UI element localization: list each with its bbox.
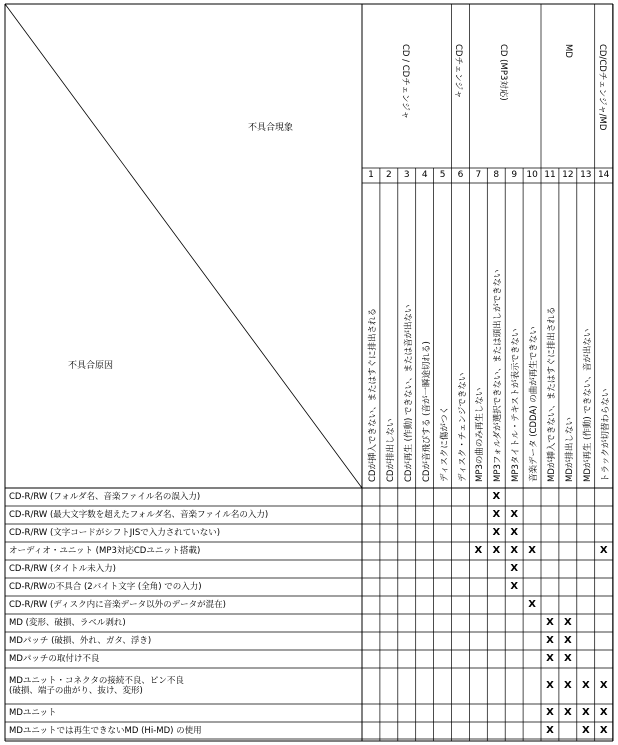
symptom-label: MDが排出しない xyxy=(564,417,575,482)
mark-cell: X xyxy=(564,653,572,664)
column-number: 4 xyxy=(421,170,428,180)
column-number: 2 xyxy=(386,170,392,180)
mark-cell: X xyxy=(546,617,554,628)
cause-label: CD-R/RWの不具合 (2バイト文字 (全角) での入力) xyxy=(9,582,202,592)
mark-cell: X xyxy=(510,545,519,556)
mark-cell: X xyxy=(599,724,608,736)
mark-cell: X xyxy=(546,707,554,718)
mark-cell: X xyxy=(546,680,554,691)
mark-cell: X xyxy=(564,707,572,718)
symptom-label: MDが挿入できない、またはすぐに排出される xyxy=(547,306,557,482)
symptom-label: CDが排出しない xyxy=(385,418,396,482)
symptom-label: CDが再生 (作動) できない、または音が出ない xyxy=(403,304,414,482)
column-number: 13 xyxy=(580,170,592,180)
mark-cell: X xyxy=(599,545,608,556)
cause-label: MDパッチ (破損、外れ、ガタ、浮き) xyxy=(9,636,152,646)
symptom-label: ディスクに傷がつく xyxy=(439,406,450,482)
column-number: 1 xyxy=(368,170,374,180)
column-number: 11 xyxy=(544,170,556,180)
mark-cell: X xyxy=(528,599,536,610)
cause-label: CD-R/RW (タイトル未入力) xyxy=(9,564,116,574)
mark-cell: X xyxy=(546,635,554,646)
symptom-label: CDが挿入できない、またはすぐに排出される xyxy=(368,308,378,482)
corner-label-cause: 不具合原因 xyxy=(68,361,114,371)
mark-cell: X xyxy=(564,680,572,691)
group-header: CDチェンジャ xyxy=(453,44,464,99)
cause-label: CD-R/RW (文字コードがシフトJISで入力されていない) xyxy=(9,528,221,538)
group-header: CD (MP3対応) xyxy=(498,44,509,101)
mark-cell: X xyxy=(510,581,519,592)
column-number: 8 xyxy=(493,170,500,180)
mark-cell: X xyxy=(564,617,572,628)
mark-cell: X xyxy=(546,653,554,664)
cause-label: CD-R/RW (ディスク内に音楽データ以外のデータが混在) xyxy=(9,600,226,610)
group-header: MD xyxy=(562,44,573,58)
mark-cell: X xyxy=(510,509,519,520)
group-header: CD / CDチェンジャ xyxy=(399,44,410,120)
symptom-label: MP3の曲のみ再生しない xyxy=(475,387,486,482)
symptom-label: トラックが切替わらない xyxy=(600,388,611,482)
mark-cell: X xyxy=(492,527,501,538)
mark-cell: X xyxy=(599,680,608,691)
column-number: 3 xyxy=(403,170,410,180)
symptom-label: ディスク・チェンジできない xyxy=(457,372,468,482)
column-number: 14 xyxy=(597,170,610,180)
mark-cell: X xyxy=(581,707,590,718)
cause-label: MDユニット・コネクタの接続不良、ピン不良 (破損、端子の曲がり、抜け、変形) xyxy=(9,676,184,696)
cause-label: MDパッチの取付け不良 xyxy=(9,654,100,664)
cause-label: MD (変形、破損、ラベル剥れ) xyxy=(9,618,126,628)
mark-cell: X xyxy=(564,635,572,646)
symptom-label: CDが音飛びする (音が一瞬途切れる) xyxy=(421,341,432,482)
column-number: 6 xyxy=(457,170,464,180)
group-header: CD/CDチェンジャ/MD xyxy=(596,44,607,131)
mark-cell: X xyxy=(581,680,590,691)
mark-cell: X xyxy=(510,527,519,538)
cause-label: MDユニット xyxy=(9,708,57,718)
mark-cell: X xyxy=(510,563,519,574)
column-number: 7 xyxy=(475,170,482,180)
cause-label: オーディオ・ユニット (MP3対応CDユニット搭載) xyxy=(9,546,201,556)
symptom-label: 音楽データ (CDDA) の曲が再生できない xyxy=(529,326,540,482)
column-number: 12 xyxy=(562,170,574,180)
column-number: 9 xyxy=(511,170,518,180)
mark-cell: X xyxy=(599,707,608,718)
mark-cell: X xyxy=(492,491,501,502)
mark-cell: X xyxy=(546,724,554,736)
symptom-label: MP3タイトル・テキストが表示できない xyxy=(511,328,522,482)
cause-label: CD-R/RW (フォルダ名、音楽ファイル名の誤入力) xyxy=(9,492,201,502)
corner-label-symptom: 不具合現象 xyxy=(248,123,294,133)
cause-label: MDユニットでは再生できないMD (Hi-MD) の使用 xyxy=(9,725,202,736)
mark-cell: X xyxy=(492,509,501,520)
column-number: 5 xyxy=(439,170,446,180)
mark-cell: X xyxy=(474,545,483,556)
cause-label: CD-R/RW (最大文字数を超えたフォルダ名、音楽ファイル名の入力) xyxy=(9,510,269,520)
mark-cell: X xyxy=(528,545,536,556)
mark-cell: X xyxy=(492,545,501,556)
symptom-label: MP3フォルダが選択できない、または頭出しができない xyxy=(493,269,504,482)
mark-cell: X xyxy=(581,724,590,736)
symptom-label: MDが再生 (作動) できない、音が出ない xyxy=(582,328,593,482)
column-number: 10 xyxy=(526,170,538,180)
